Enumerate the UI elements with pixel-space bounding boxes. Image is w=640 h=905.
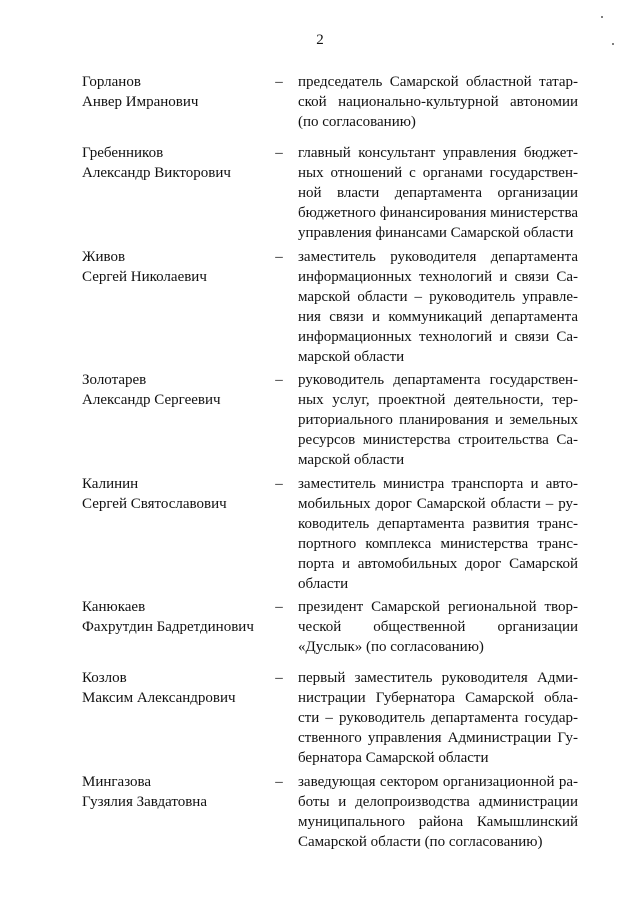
member-name — [82, 772, 272, 812]
position-line: заместитель министра транспорта и авто- — [298, 476, 578, 492]
position-line: марской области – руководитель управле- — [298, 289, 578, 305]
position-line: бернатора Самарской области — [298, 750, 489, 766]
member-name — [82, 474, 272, 514]
member-name — [82, 597, 272, 637]
position-line: муниципального района Камышлинский — [298, 814, 578, 830]
member-position — [298, 370, 578, 470]
member-surname: Канюкаев — [82, 599, 146, 615]
member-given-names: Анвер Имранович — [82, 94, 199, 110]
member-given-names: Александр Сергеевич — [82, 392, 221, 408]
member-given-names: Максим Александрович — [82, 690, 236, 706]
position-line: риториального планирования и земельных — [298, 412, 578, 428]
separator-dash: – — [275, 145, 283, 161]
position-line: президент Самарской региональной твор- — [298, 599, 578, 615]
member-name — [82, 668, 272, 708]
separator-dash: – — [275, 774, 283, 790]
position-line: бюджетного финансирования министерства — [298, 205, 578, 221]
member-position — [298, 474, 578, 594]
member-surname: Мингазова — [82, 774, 152, 790]
position-line: нистрации Губернатора Самарской обла- — [298, 690, 578, 706]
member-position — [298, 143, 578, 243]
separator-dash: – — [275, 670, 283, 686]
position-line: председатель Самарской областной татар- — [298, 74, 578, 90]
separator-dash: – — [275, 372, 283, 388]
position-line: главный консультант управления бюджет- — [298, 145, 578, 161]
position-line: «Дуслык» (по согласованию) — [298, 639, 484, 655]
position-line: ской национально-культурной автономии — [298, 94, 578, 110]
member-surname: Гребенников — [82, 145, 164, 161]
position-line: сти – руководитель департамента государ- — [298, 710, 578, 726]
scan-speck — [612, 43, 614, 45]
member-surname: Живов — [82, 249, 126, 265]
member-given-names: Александр Викторович — [82, 165, 231, 181]
position-line: марской области — [298, 349, 405, 365]
member-position — [298, 597, 578, 657]
position-line: ной власти департамента организации — [298, 185, 578, 201]
position-line: ководитель департамента развития транс- — [298, 516, 578, 532]
member-position — [298, 72, 578, 132]
member-name — [82, 247, 272, 287]
position-line: ческой общественной организации — [298, 619, 578, 635]
position-line: Самарской области (по согласованию) — [298, 834, 543, 850]
position-line: ственного управления Администрации Гу- — [298, 730, 578, 746]
position-line: марской области — [298, 452, 405, 468]
position-line: информационных технологий и связи Са- — [298, 269, 578, 285]
position-line: ных отношений с органами государствен- — [298, 165, 578, 181]
separator-dash: – — [275, 74, 283, 90]
member-given-names: Гузялия Завдатовна — [82, 794, 207, 810]
position-line: руководитель департамента государствен- — [298, 372, 578, 388]
member-given-names: Сергей Святославович — [82, 496, 227, 512]
position-line: ных услуг, проектной деятельности, тер- — [298, 392, 578, 408]
member-position — [298, 247, 578, 367]
separator-dash: – — [275, 476, 283, 492]
member-position — [298, 668, 578, 768]
separator-dash: – — [275, 249, 283, 265]
scan-speck — [601, 16, 603, 18]
member-position — [298, 772, 578, 852]
position-line: мобильных дорог Самарской области – ру- — [298, 496, 578, 512]
member-name — [82, 72, 272, 112]
member-surname: Козлов — [82, 670, 127, 686]
member-given-names: Сергей Николаевич — [82, 269, 207, 285]
position-line: заведующая сектором организационной ра- — [298, 774, 578, 790]
position-line: боты и делопроизводства администрации — [298, 794, 578, 810]
position-line: области — [298, 576, 349, 592]
position-line: заместитель руководителя департамента — [298, 249, 578, 265]
page-number: 2 — [316, 32, 324, 48]
position-line: порта и автомобильных дорог Самарской — [298, 556, 578, 572]
position-line: управления финансами Самарской области — [298, 225, 574, 241]
member-name — [82, 370, 272, 410]
position-line: портного комплекса министерства транс- — [298, 536, 578, 552]
position-line: ресурсов министерства строительства Са- — [298, 432, 578, 448]
position-line: информационных технологий и связи Са- — [298, 329, 578, 345]
member-surname: Калинин — [82, 476, 139, 492]
member-surname: Горланов — [82, 74, 141, 90]
position-line: ния связи и коммуникаций департамента — [298, 309, 578, 325]
position-line: первый заместитель руководителя Адми- — [298, 670, 578, 686]
member-surname: Золотарев — [82, 372, 147, 388]
position-line: (по согласованию) — [298, 114, 416, 130]
member-given-names: Фахрутдин Бадретдинович — [82, 619, 254, 635]
separator-dash: – — [275, 599, 283, 615]
member-name — [82, 143, 272, 183]
